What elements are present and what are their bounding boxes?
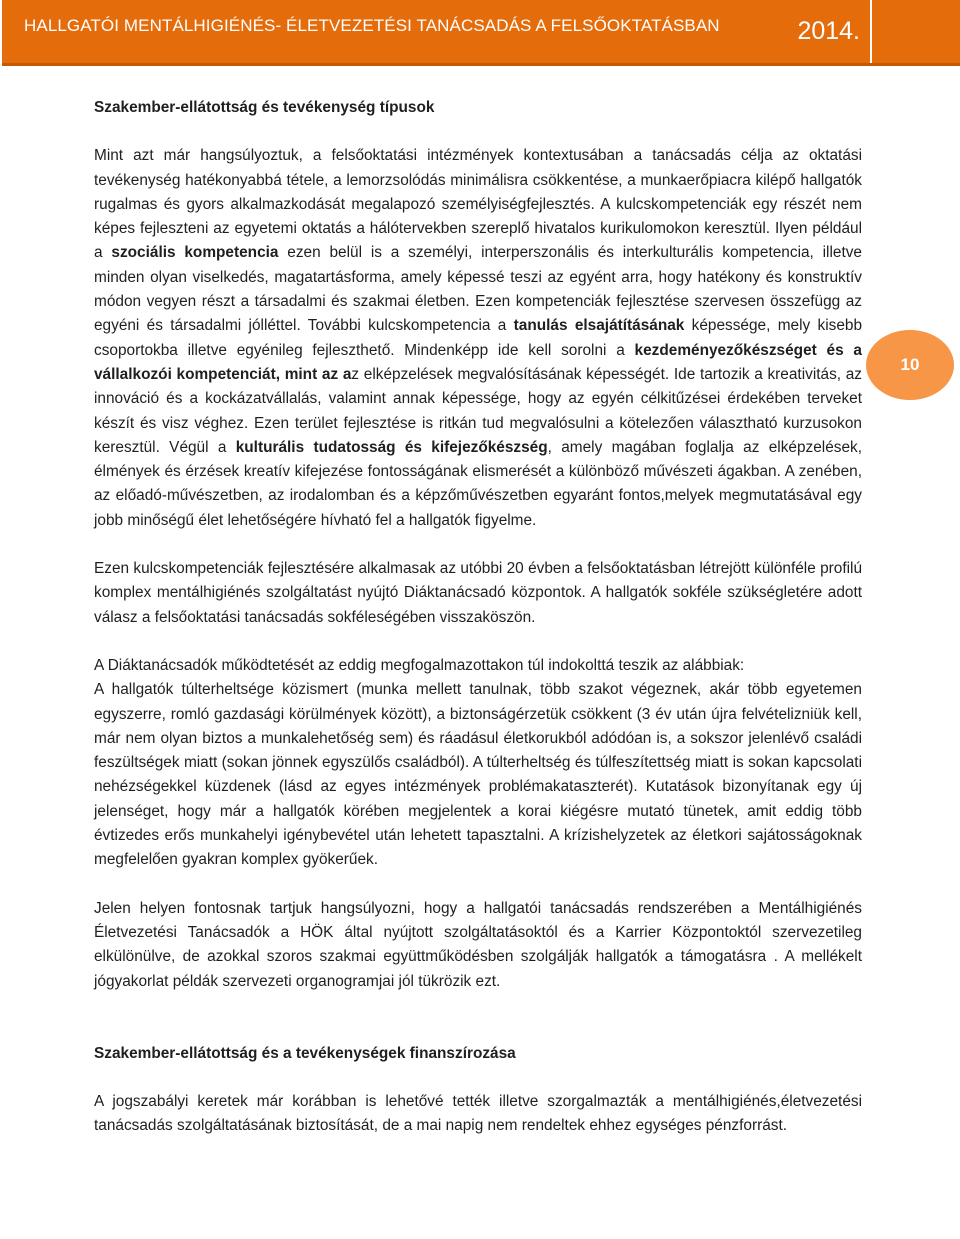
- paragraph-intro: A Diáktanácsadók működtetését az eddig megfogalmazottakon túl indokolttá teszik az alábbiak:: [94, 656, 745, 674]
- paragraph: [94, 144, 862, 533]
- section-heading: Szakember-ellátottság és tevékenység típusok: [94, 99, 435, 116]
- paragraph-text: képessége, mely kisebb csoportokba illetve egyénileg fejleszthető. Mindenképp ide kell sorolni a: [94, 317, 863, 359]
- paragraph: A hallgatók túlterheltsége közismert (munka mellett tanulnak, több szakot végeznek, akár több egyetemen egyszerre, romló gazdasági körülmények között), a biztonságérzetük csökkent (3 év után újra felvételizniük kell, már nem olyan biztos a munkalehetőség sem) és ráadásul életkorukból adódóan is, a sokszor jelenlévő családi feszültségek miatt (sokan jönnek egyszülős családból). A túlterheltség és túlfeszítettség miatt is sokan kapcsolati nehézségekkel küzdenek (lásd az egyes intézmények problémakataszterét). Kutatások bizonyítanak egy új jelenséget, hogy már a hallgatók körében megjelentek a korai kiégésre mutató tünetek, amit eddig több évtizedes erős munkahelyi igénybevétel után lehetett tapasztalni. A krízishelyzetek az életkori sajátosságoknak megfelelően gyakran komplex gyökerűek.: [94, 681, 862, 869]
- header-year: 2014.: [797, 17, 860, 45]
- paragraph: Jelen helyen fontosnak tartjuk hangsúlyozni, hogy a hallgatói tanácsadás rendszerében a Mentálhigiénés Életvezetési Tanácsadók a HÖK által nyújtott szolgáltatásoktól és a Karrier Központoktól szervezetileg elkülönülve, de azokkal szoros szakmai együttműködésben szolgálják hallgatók a támogatásra . A mellékelt jógyakorlat példák szervezeti organogramjai jól tükrözik ezt.: [94, 899, 862, 990]
- header-separator: [870, 0, 872, 63]
- section-heading: Szakember-ellátottság és a tevékenységek finanszírozása: [94, 1044, 516, 1062]
- paragraph-text: z elképzelések megvalósításának képességét. Ide tartozik a kreativitás, az innováció és a kockázatvállalás, valamint annak képessége, hogy az egyén célkitűzései érdekében terveket készít és visz véghez. Ezen terület fejlesztése is ritkán tud megvalósulni a kötelezően választható kurzusokon keresztül. Végül a: [94, 365, 862, 456]
- paragraph: Ezen kulcskompetenciák fejlesztésére alkalmasak az utóbbi 20 évben a felsőoktatásban létrejött különféle profilú komplex mentálhigiénés szolgáltatást nyújtó Diáktanácsadó központok. A hallgatók sokféle szükségletére adott válasz a felsőoktatási tanácsadás sokféleségében visszaköszön.: [94, 560, 862, 626]
- page-number-badge: 10: [866, 330, 954, 400]
- page-header: [2, 0, 960, 66]
- paragraph-text: ezen belül is a személyi, interperszonális és interkulturális kompetencia, illetve minden olyan viselkedés, magatartásforma, amely képessé teszi az egyént arra, hogy hatékony és konstruktív módon vegyen részt a társadalmi és szakmai életben. Ezen kompetenciák fejlesztése szervesen összefügg az egyéni és társadalmi jólléttel. További kulcskompetencia a: [94, 244, 862, 335]
- paragraph: A jogszabályi keretek már korábban is lehetővé tették illetve szorgalmazták a mentálhigiénés,életvezetési tanácsadás szolgáltatásának biztosítását, de a mai napig nem rendeltek ehhez egységes pénzforrást.: [94, 1093, 862, 1135]
- document-body: [94, 96, 862, 1139]
- paragraph-text: Mint azt már hangsúlyoztuk, a felsőoktatási intézmények kontextusában a tanácsadás célja az oktatási tevékenység hatékonyabbá tétele, a lemorzsolódás minimálisra csökkentése, a munkaerőpiacra kilépő hallgatók rugalmas és gyors alkalmazkodását megalapozó személyiségfejlesztés. A kulcskompetenciák egy részét nem képes fejleszteni az egyetemi oktatás a hálótervekben szereplő hivatalos kurikulomokon keresztül. Ilyen például a: [94, 147, 862, 262]
- bold-phrase: szociális kompetencia: [111, 244, 279, 262]
- paragraph-text: , amely magában foglalja az elképzelések, élmények és érzések kreatív kifejezése fontosságának elismerését a különböző művészeti ágakban. A zenében, az előadó-művészetben, az irodalomban és a képzőművészetben egyaránt fontos,melyek megmutatásával egy jobb minőségű élet lehetőségére hívható fel a hallgatók figyelme.: [94, 438, 862, 529]
- header-title: HALLGATÓI MENTÁLHIGIÉNÉS- ÉLETVEZETÉSI TANÁCSADÁS A FELSŐOKTATÁSBAN: [24, 16, 720, 35]
- bold-phrase: tanulás elsajátításának: [513, 317, 685, 335]
- bold-phrase: kulturális tudatosság és kifejezőkészség: [235, 438, 548, 456]
- bold-phrase: kezdeményezőkészséget és a vállalkozói kompetenciát, mint az a: [94, 341, 862, 383]
